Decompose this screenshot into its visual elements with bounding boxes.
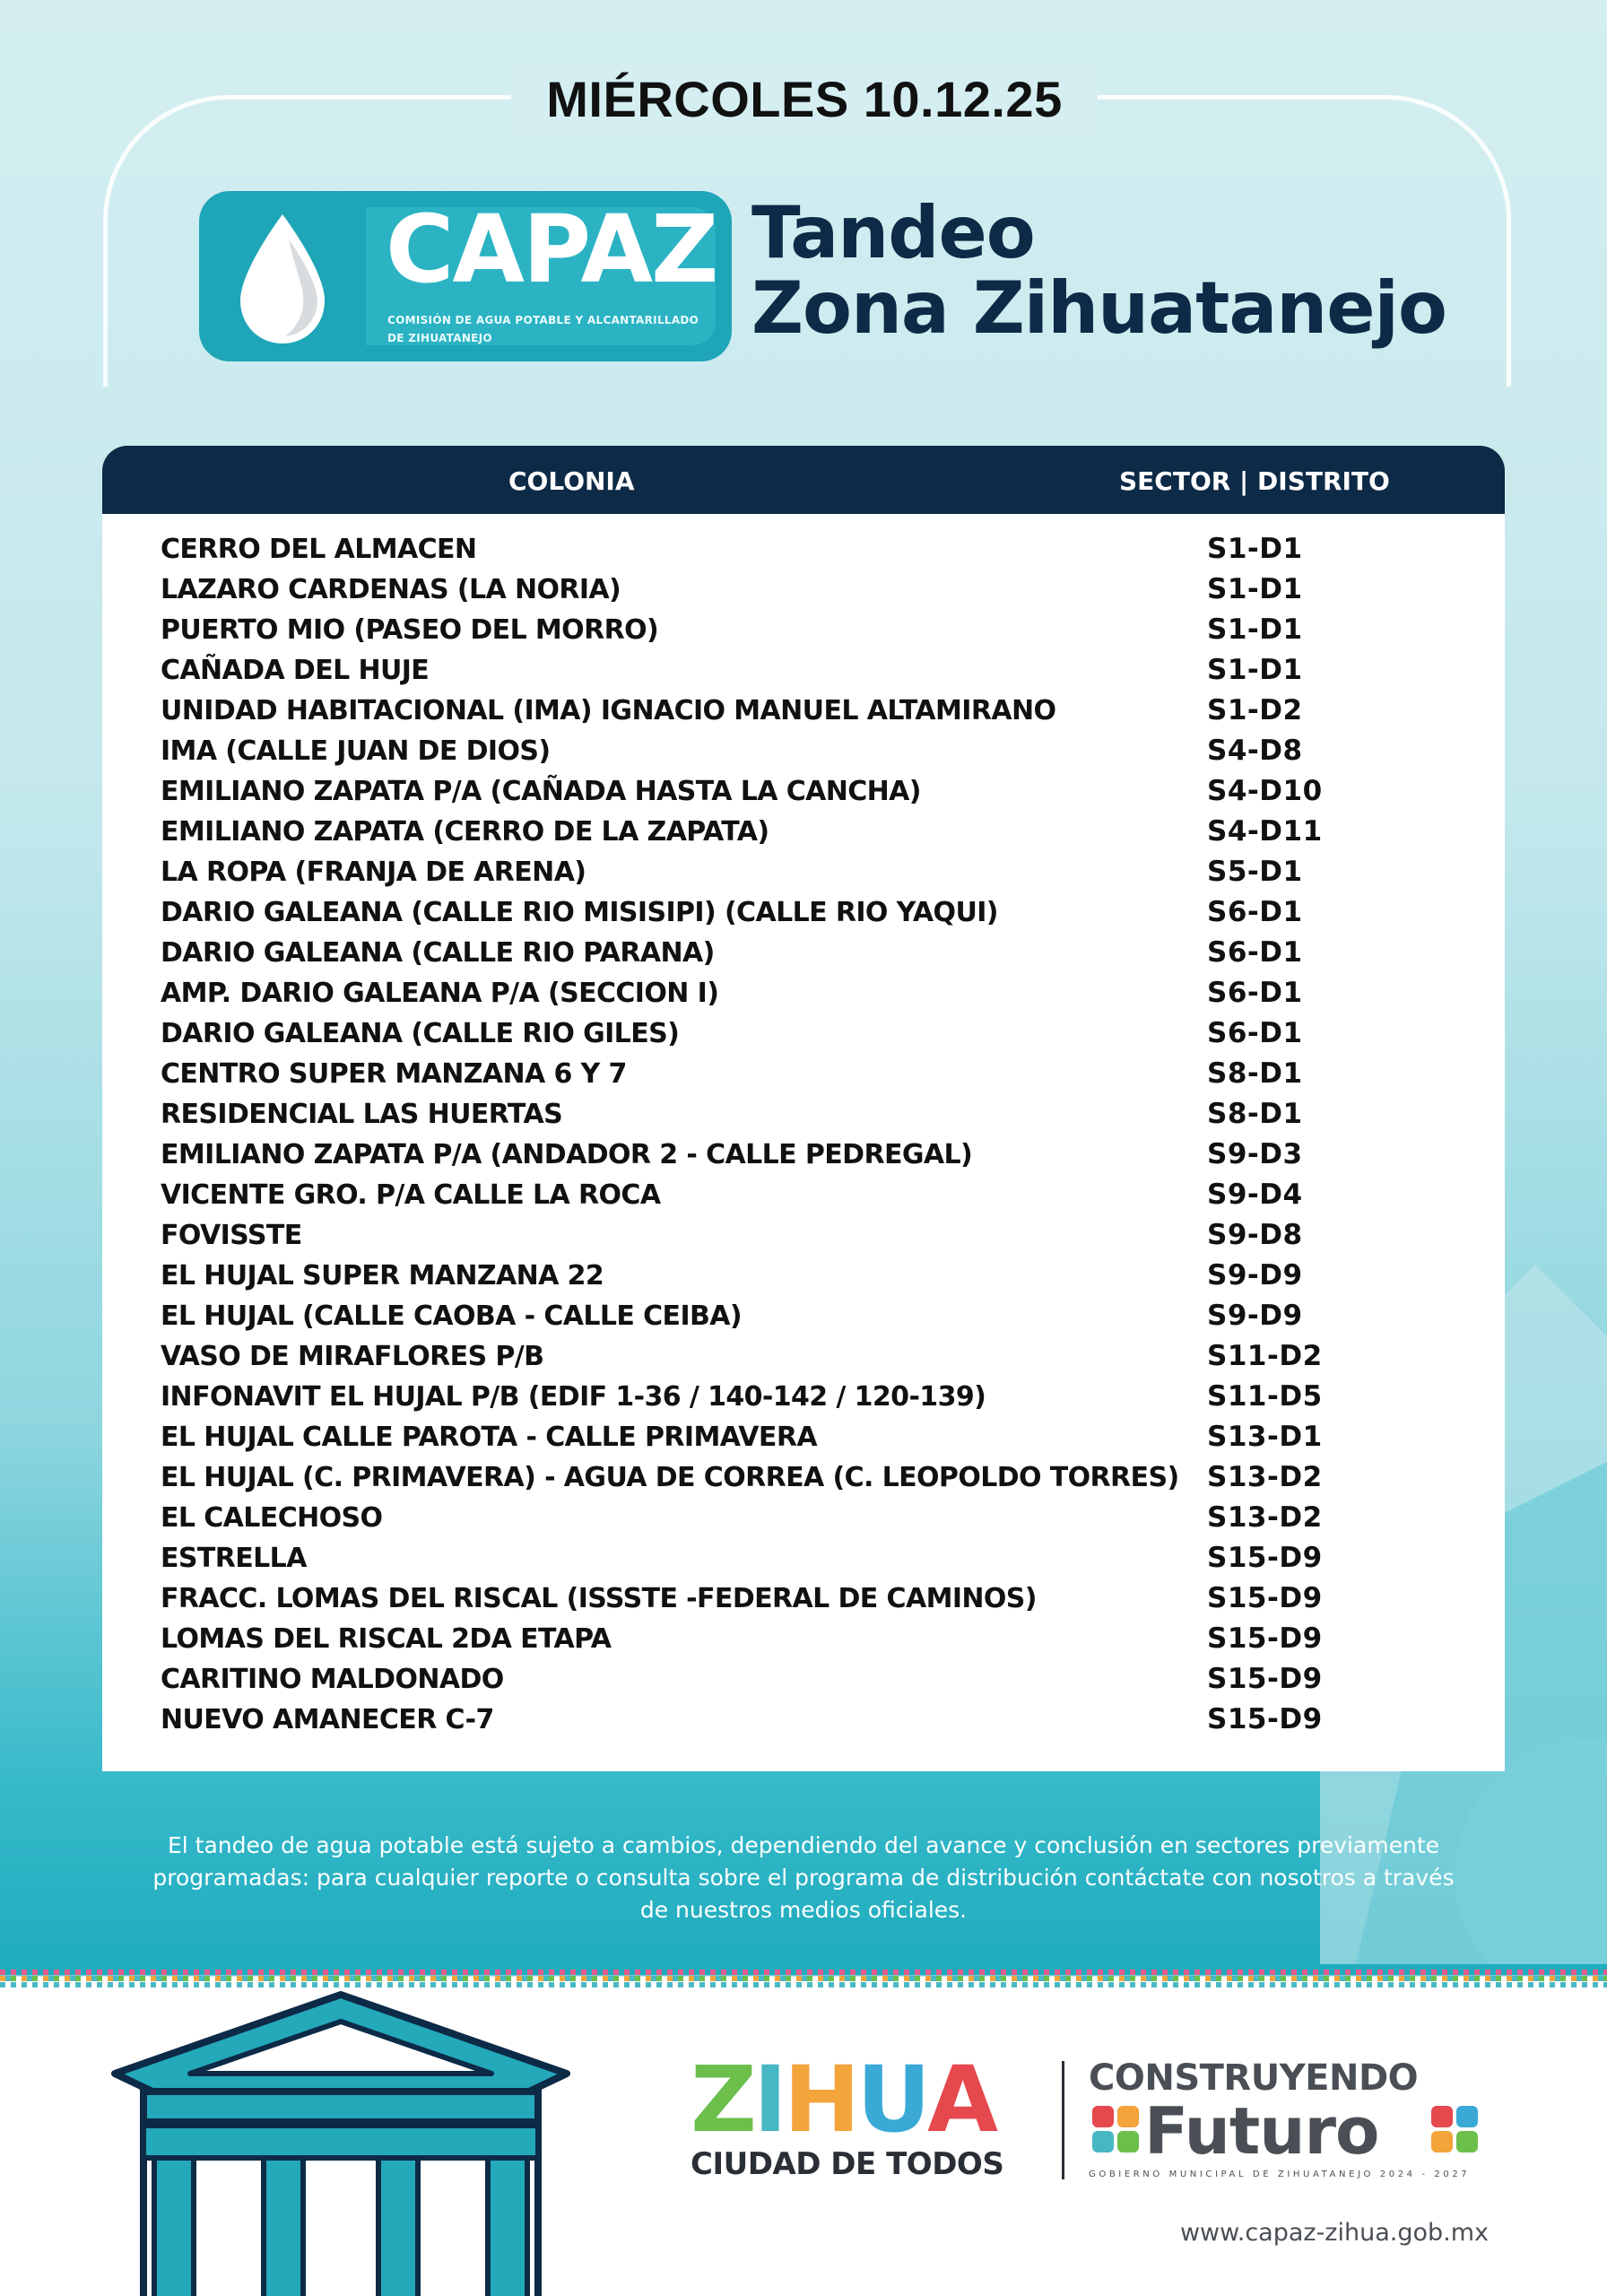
colonia-cell: EL HUJAL CALLE PAROTA - CALLE PRIMAVERA	[161, 1422, 817, 1453]
colonia-cell: UNIDAD HABITACIONAL (IMA) IGNACIO MANUEL ALTAMIRANO	[161, 695, 1056, 726]
sector-cell: S8-D1	[1207, 1057, 1303, 1090]
table-row	[102, 529, 1505, 570]
table-row	[102, 1498, 1505, 1538]
colonia-cell: EMILIANO ZAPATA P/A (ANDADOR 2 - CALLE PEDREGAL)	[161, 1139, 973, 1170]
colonia-cell: EL HUJAL (C. PRIMAVERA) - AGUA DE CORREA (C. LEOPOLDO TORRES)	[161, 1462, 1179, 1493]
table-row	[102, 1013, 1505, 1054]
futuro-mark-left-icon	[1090, 2104, 1141, 2154]
colonia-cell: DARIO GALEANA (CALLE RIO PARANA)	[161, 937, 715, 969]
colonia-cell: VICENTE GRO. P/A CALLE LA ROCA	[161, 1179, 661, 1211]
colonia-cell: EMILIANO ZAPATA P/A (CAÑADA HASTA LA CANCHA)	[161, 776, 921, 807]
column-header-sector: SECTOR | DISTRITO	[1119, 466, 1390, 496]
table-row	[102, 1175, 1505, 1215]
title-line-2: Zona Zihuatanejo	[751, 266, 1446, 350]
colonia-cell: LAZARO CARDENAS (LA NORIA)	[161, 574, 621, 605]
table-row	[102, 771, 1505, 812]
column-header-colonia: COLONIA	[508, 466, 635, 496]
sector-cell: S11-D5	[1207, 1380, 1323, 1413]
colonia-cell: INFONAVIT EL HUJAL P/B (EDIF 1-36 / 140-142 / 120-139)	[161, 1381, 986, 1413]
construyendo-label: CONSTRUYENDO	[1089, 2057, 1419, 2099]
sector-cell: S9-D9	[1207, 1300, 1303, 1332]
date-text: MIÉRCOLES 10.12.25	[546, 71, 1063, 127]
colonia-cell: LOMAS DEL RISCAL 2DA ETAPA	[161, 1623, 612, 1655]
sector-cell: S9-D8	[1207, 1219, 1303, 1251]
sector-cell: S15-D9	[1207, 1582, 1323, 1614]
table-row	[102, 1094, 1505, 1135]
capaz-logo	[199, 191, 732, 361]
sector-cell: S13-D2	[1207, 1461, 1323, 1493]
colonia-cell: EL HUJAL SUPER MANZANA 22	[161, 1260, 604, 1292]
table-row	[102, 1700, 1505, 1740]
sector-cell: S15-D9	[1207, 1663, 1323, 1695]
zihua-letter: I	[752, 2047, 784, 2153]
sector-cell: S1-D1	[1207, 533, 1303, 565]
table-row	[102, 1538, 1505, 1578]
colonia-cell: AMP. DARIO GALEANA P/A (SECCION I)	[161, 978, 719, 1009]
table-row	[102, 1215, 1505, 1256]
logo-divider	[1062, 2061, 1064, 2179]
logo-name: CAPAZ	[386, 195, 717, 304]
table-row	[102, 1377, 1505, 1417]
title-line-1: Tandeo	[751, 191, 1035, 274]
sector-cell: S15-D9	[1207, 1622, 1323, 1655]
sector-cell: S15-D9	[1207, 1703, 1323, 1735]
table-row	[102, 691, 1505, 731]
table-row	[102, 570, 1505, 610]
website-link[interactable]: www.capaz-zihua.gob.mx	[1179, 2219, 1489, 2247]
sector-cell: S15-D9	[1207, 1542, 1323, 1574]
colonia-cell: LA ROPA (FRANJA DE ARENA)	[161, 857, 586, 888]
disclaimer-note: El tandeo de agua potable está sujeto a cambios, dependiendo del avance y conclusión en sectores previamente programadas: para cualquier reporte o consulta sobre el programa de distribución contáctate con nosotros a través de nuestros medios oficiales.	[152, 1832, 1455, 1923]
zihua-logo	[691, 2047, 1049, 2153]
sector-cell: S1-D1	[1207, 654, 1303, 686]
colonia-cell: DARIO GALEANA (CALLE RIO MISISIPI) (CALLE RIO YAQUI)	[161, 897, 998, 928]
ciudad-de-todos-label: CIUDAD DE TODOS	[691, 2146, 1004, 2182]
table-row	[102, 1256, 1505, 1296]
colonia-cell: ESTRELLA	[161, 1543, 307, 1574]
sector-cell: S5-D1	[1207, 856, 1303, 888]
sector-cell: S9-D9	[1207, 1259, 1303, 1292]
table-header	[102, 446, 1505, 514]
table-row	[102, 650, 1505, 691]
sector-cell: S4-D11	[1207, 815, 1323, 848]
sector-cell: S6-D1	[1207, 936, 1303, 969]
zihua-letter: H	[783, 2047, 857, 2153]
table-row	[102, 812, 1505, 852]
table-row	[102, 1296, 1505, 1336]
sector-cell: S9-D4	[1207, 1178, 1303, 1211]
colonia-cell: CARITINO MALDONADO	[161, 1664, 504, 1695]
colonia-cell: IMA (CALLE JUAN DE DIOS)	[161, 735, 551, 767]
sector-cell: S13-D1	[1207, 1421, 1323, 1453]
sector-cell: S6-D1	[1207, 1017, 1303, 1049]
table-row	[102, 731, 1505, 771]
colonia-cell: CENTRO SUPER MANZANA 6 Y 7	[161, 1058, 627, 1090]
table-row	[102, 1619, 1505, 1659]
sector-cell: S1-D1	[1207, 573, 1303, 605]
table-row	[102, 1336, 1505, 1377]
colonia-cell: CERRO DEL ALMACEN	[161, 534, 477, 565]
table-row	[102, 1135, 1505, 1175]
water-drop-icon	[206, 200, 359, 352]
table-row	[102, 973, 1505, 1013]
colonia-cell: NUEVO AMANECER C-7	[161, 1704, 494, 1735]
futuro-mark-right-icon	[1429, 2104, 1489, 2154]
table-row	[102, 852, 1505, 892]
futuro-label: Futuro	[1144, 2093, 1379, 2169]
table-row	[102, 1578, 1505, 1619]
colonia-cell: VASO DE MIRAFLORES P/B	[161, 1341, 544, 1372]
table-body	[102, 529, 1505, 1740]
decorative-border	[0, 1970, 1607, 1987]
table-row	[102, 1457, 1505, 1498]
sector-cell: S11-D2	[1207, 1340, 1323, 1372]
colonia-cell: FOVISSTE	[161, 1220, 302, 1251]
schedule-table	[102, 446, 1505, 1771]
date-label	[511, 68, 1098, 131]
sector-cell: S4-D10	[1207, 775, 1323, 807]
zihua-letter: A	[927, 2047, 995, 2153]
logo-subtitle: COMISIÓN DE AGUA POTABLE Y ALCANTARILLADO DE ZIHUATANEJO	[387, 314, 699, 344]
table-row	[102, 1659, 1505, 1700]
colonia-cell: EMILIANO ZAPATA (CERRO DE LA ZAPATA)	[161, 816, 769, 848]
colonia-cell: CAÑADA DEL HUJE	[161, 655, 430, 686]
table-row	[102, 1417, 1505, 1457]
sector-cell: S4-D8	[1207, 735, 1303, 767]
colonia-cell: EL CALECHOSO	[161, 1502, 383, 1534]
colonia-cell: PUERTO MIO (PASEO DEL MORRO)	[161, 614, 659, 646]
colonia-cell: EL HUJAL (CALLE CAOBA - CALLE CEIBA)	[161, 1300, 743, 1332]
building-icon	[108, 1991, 574, 2296]
sector-cell: S8-D1	[1207, 1098, 1303, 1130]
table-row	[102, 1054, 1505, 1094]
table-row	[102, 892, 1505, 933]
page-title	[751, 191, 1469, 357]
zihua-letter: U	[856, 2047, 928, 2153]
sector-cell: S9-D3	[1207, 1138, 1303, 1170]
table-row	[102, 933, 1505, 973]
gobierno-label: GOBIERNO MUNICIPAL DE ZIHUATANEJO 2024 - 2027	[1089, 2170, 1471, 2179]
zihua-letter: Z	[691, 2047, 753, 2153]
colonia-cell: FRACC. LOMAS DEL RISCAL (ISSSTE -FEDERAL DE CAMINOS)	[161, 1583, 1037, 1614]
colonia-cell: RESIDENCIAL LAS HUERTAS	[161, 1099, 563, 1130]
table-row	[102, 610, 1505, 650]
colonia-cell: DARIO GALEANA (CALLE RIO GILES)	[161, 1018, 680, 1049]
sector-cell: S13-D2	[1207, 1501, 1323, 1534]
sector-cell: S1-D1	[1207, 613, 1303, 646]
sector-cell: S6-D1	[1207, 896, 1303, 928]
sector-cell: S6-D1	[1207, 977, 1303, 1009]
sector-cell: S1-D2	[1207, 694, 1303, 726]
